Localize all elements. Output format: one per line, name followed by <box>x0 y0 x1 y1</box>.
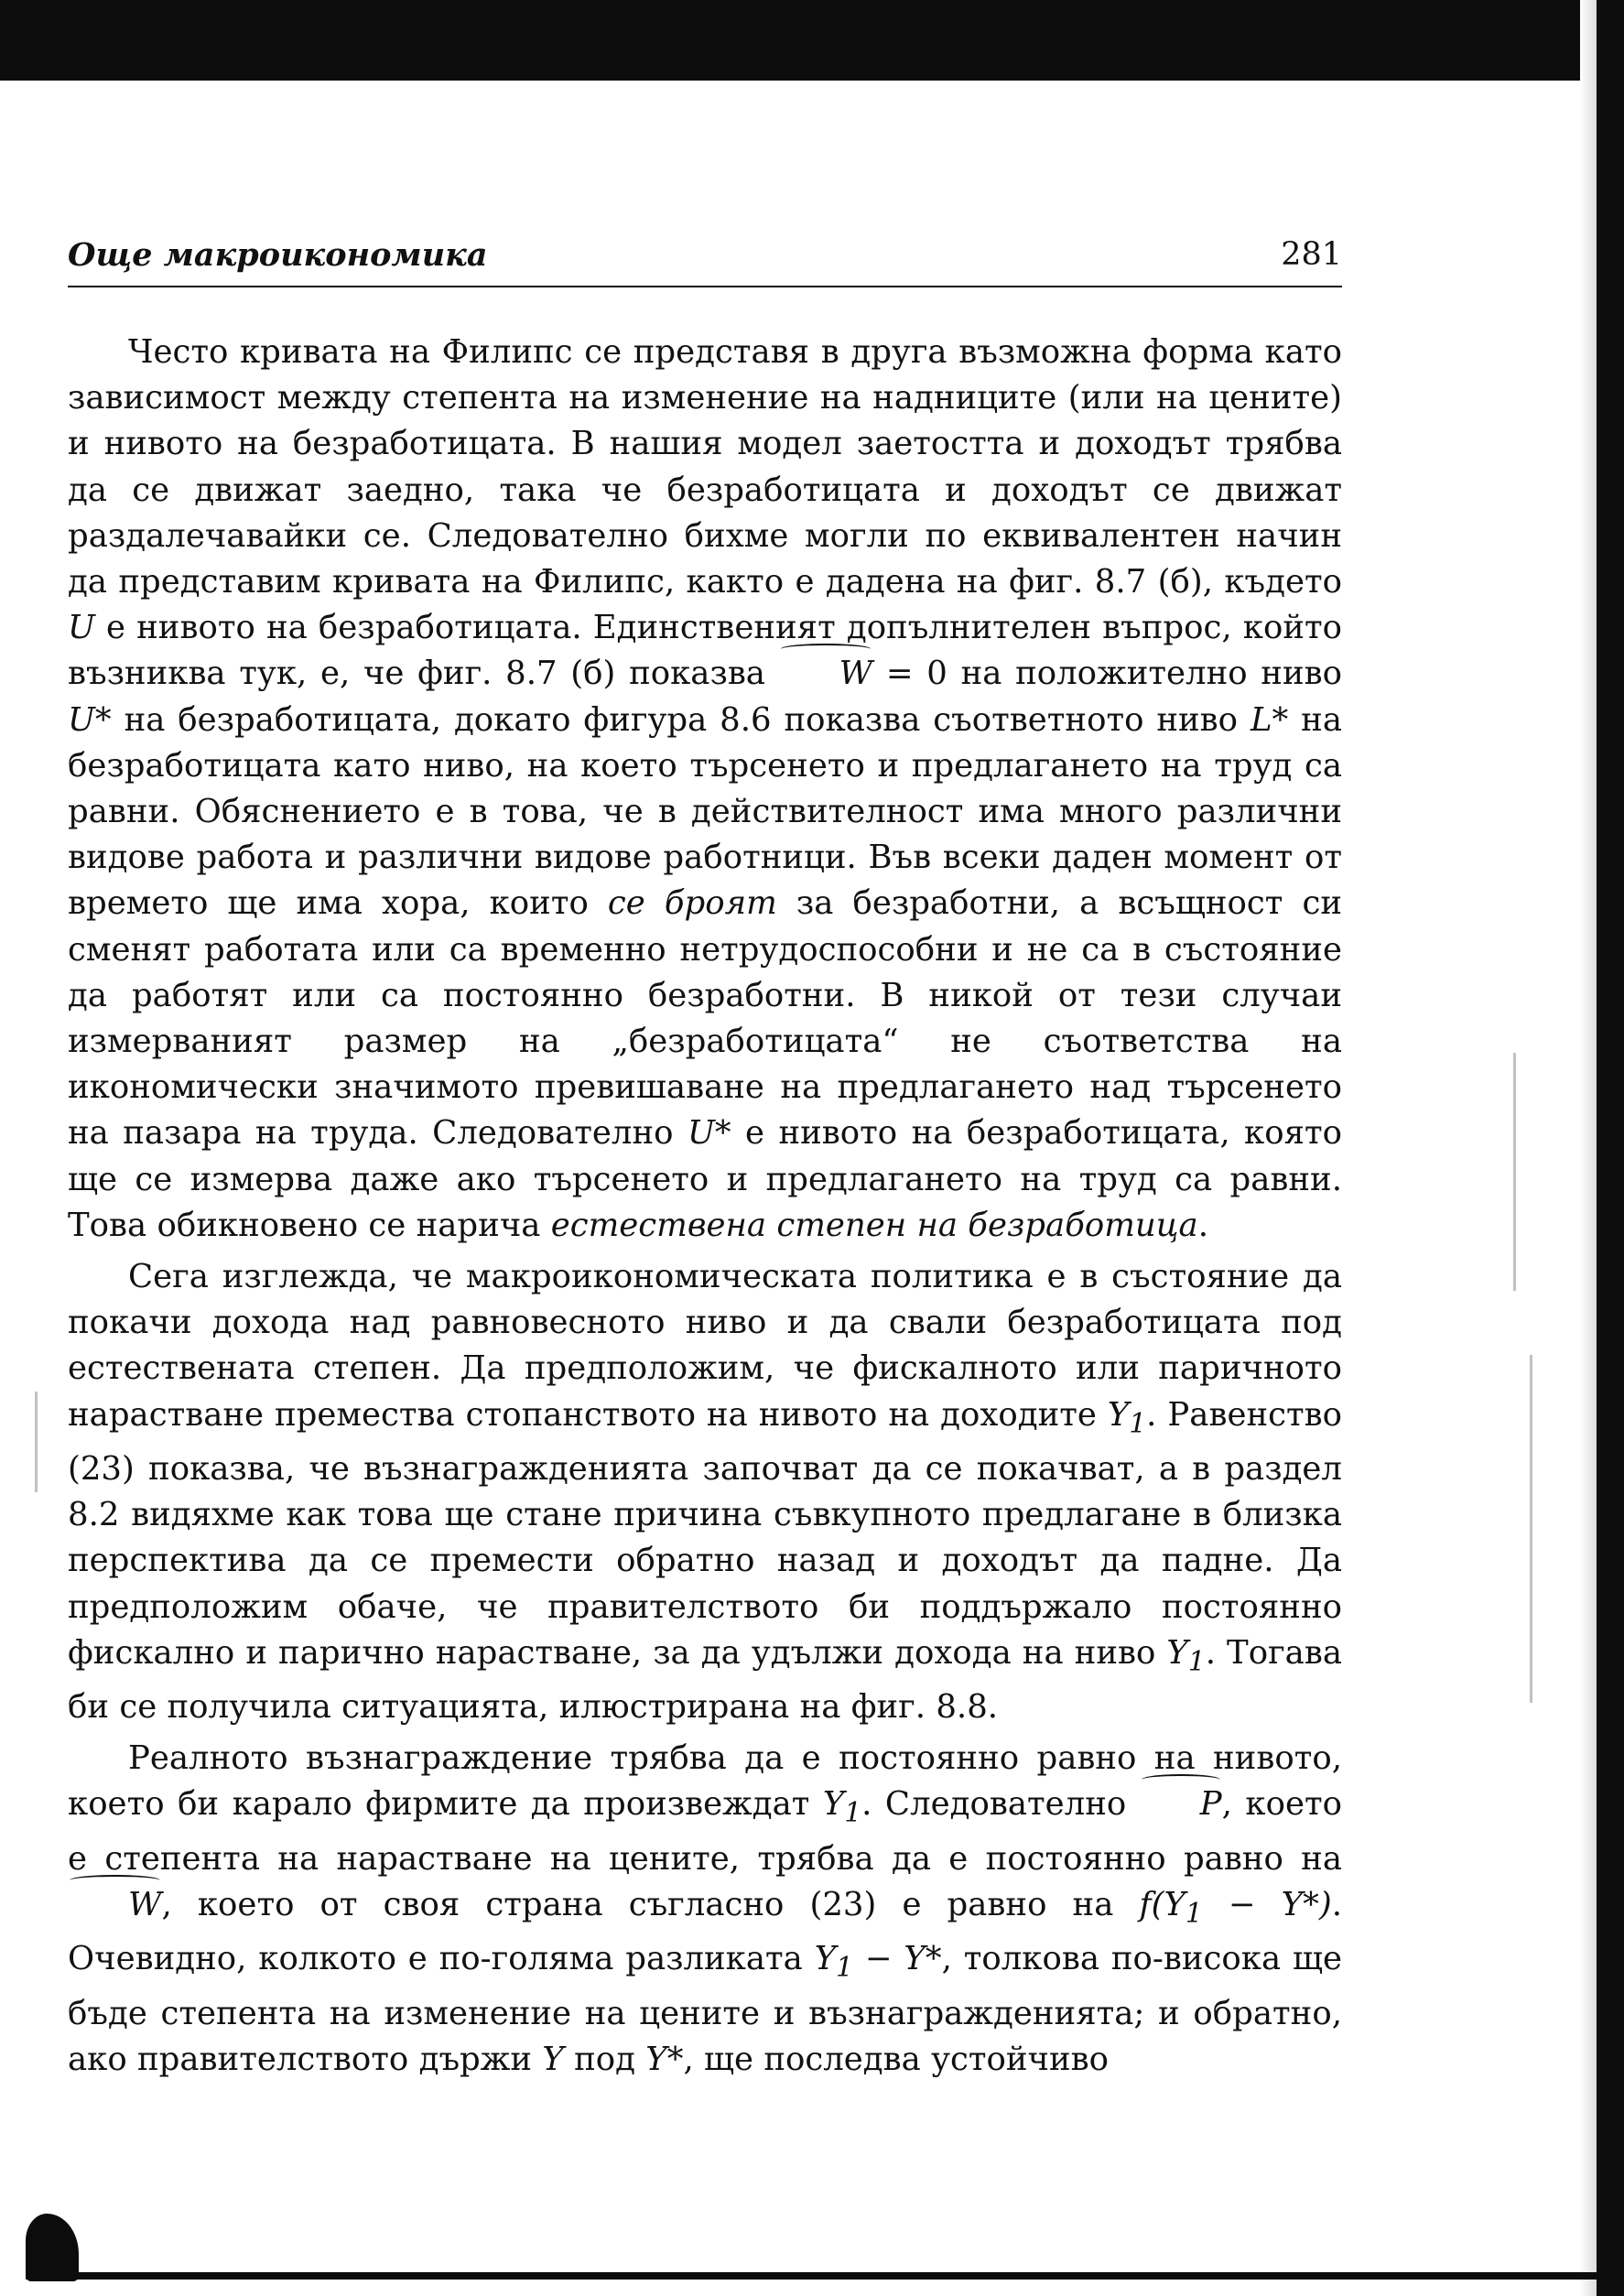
scan-shadow-right <box>1580 0 1597 2296</box>
math-expression: $Y_1 - Y*$ <box>814 1940 942 1984</box>
math-symbol: Y* <box>645 2040 684 2078</box>
header-rule <box>68 286 1342 287</box>
page-number: 281 <box>1281 236 1342 273</box>
scan-border-right <box>1597 0 1624 2296</box>
scan-border-bottom <box>26 2272 1624 2280</box>
paragraph: Реалното възнаграждение трябва да е постоянно равно на нивото, което би карало фирмите да произвеждат $Y_1$. Следователно P, което е степента на нарастване на цените, трябва да е постоянно равно на W, което от своя страна съгласно (23) е равно на $f(Y_1 - Y*)$. Очевидно, колкото е по-голяма разликата $Y_1 - Y*$, толкова по-висока ще бъде степента на изменение на цените и възнагражденията; и обратно, ако правителството държи Y под Y*, ще последва устойчиво <box>68 1739 1343 2078</box>
margin-noise <box>35 1392 38 1492</box>
running-header <box>68 236 1342 286</box>
running-header-title: Още макроикономика <box>68 236 488 274</box>
emphasis: естествена степен на безработица <box>550 1206 1198 1244</box>
paragraph: Често кривата на Филипс се представя в друга възможна форма като зависимост между степента на изменение на надниците (или на цените) и нивото на безработицата. В нашия модел заетостта и доходът трябва да се движат заедно, така че безработицата и доходът се движат раздалечавайки се. Следователно бихме могли по еквивалентен начин да представим кривата на Филипс, както е дадена на фиг. 8.7 (б), където U е нивото на безработицата. Единственият допълнителен въпрос, който възниква тук, е, че фиг. 8.7 (б) показва W = 0 на положително ниво U* на безработицата, докато фигура 8.6 показва съответното ниво L* на безработицата като ниво, на което търсенето и предлагането на труд са равни. Обяснението е в това, че в действителност има много различни видове работа и различни видове работници. Във всеки даден момент от времето ще има хора, които се броят за безработни, а всъщност си сменят работата или са временно нетрудоспособни и не са в състояние да работят или са постоянно безработни. В никой от тези случаи измерваният размер на „безработицата“ не съответства на икономически значимото превишаване на предлагането над търсенето на пазара на труда. Следователно U* е нивото на безработицата, която ще се измерва даже ако търсенето и предлагането на труд са равни. Това обикновено се нарича естествена степен на безработица. <box>68 333 1342 1244</box>
math-symbol: $Y_1$ <box>1166 1633 1206 1677</box>
scan-blot <box>26 2214 79 2281</box>
paragraph: Сега изглежда, че макроикономическата политика е в състояние да покачи дохода над равновесното ниво и да свали безработицата под естествената степен. Да предположим, че фискалното или паричното нарастване премества стопанството на нивото на доходите $Y_1$. Равенство (23) показва, че възнагражденията започват да се покачват, а в раздел 8.2 видяхме как това ще стане причина съвкупното предлагане в близка перспектива да се премести обратно назад и доходът да падне. Да предположим обаче, че правителството би поддържало постоянно фискално и парично нарастване, за да удължи дохода на ниво $Y_1$. Тогава би се получила ситуацията, илюстрирана на фиг. 8.8. <box>68 1258 1342 1727</box>
math-symbol: P <box>1140 1782 1222 1827</box>
math-expression: $f(Y_1 - Y*)$ <box>1139 1885 1332 1930</box>
scan-border-top <box>0 0 1624 81</box>
margin-noise <box>1513 1053 1516 1291</box>
math-symbol: W <box>68 1882 162 1928</box>
math-symbol: Y <box>542 2040 564 2078</box>
math-symbol: W <box>779 651 873 697</box>
body-text <box>68 330 1342 2088</box>
margin-noise <box>1530 1355 1532 1703</box>
math-symbol: L* <box>1250 700 1289 739</box>
math-symbol: $Y_1$ <box>822 1785 862 1829</box>
math-symbol: $Y_1$ <box>1107 1395 1147 1439</box>
math-symbol: U <box>68 609 95 647</box>
emphasis: се броят <box>607 884 777 923</box>
math-symbol: U* <box>687 1114 731 1153</box>
math-symbol: U* <box>68 700 112 739</box>
